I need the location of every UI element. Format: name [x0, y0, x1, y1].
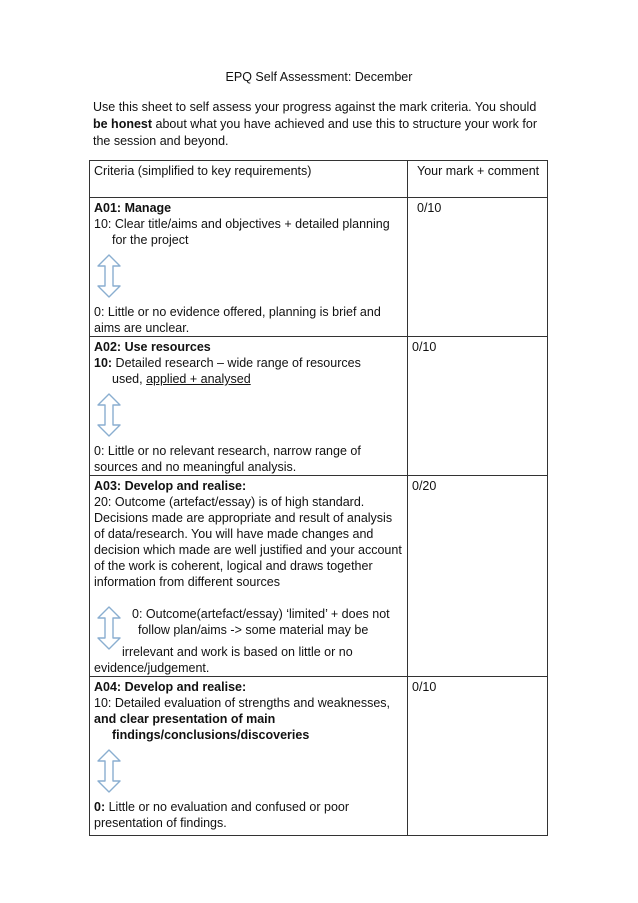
- mark-cell: 0/20: [408, 476, 548, 677]
- high-descriptor: 10: Detailed research – wide range of resources used, applied + analysed: [94, 356, 361, 386]
- mark-cell: 0/10: [408, 198, 548, 337]
- double-arrow-icon: [96, 606, 122, 650]
- high-descriptor: 20: Outcome (artefact/essay) is of high standard. Decisions made are appropriate and result of analysis of data/research. You will have made changes and decision which made are well justified and your account of the work is coherent, logical and draws together information from different sources: [94, 495, 402, 589]
- table-row: [90, 476, 548, 677]
- high-descriptor: 10: Clear title/aims and objectives + detailed planning for the project: [94, 217, 390, 247]
- mark-cell: 0/10: [408, 337, 548, 476]
- criteria-cell: [90, 198, 408, 337]
- mark-cell: 0/10: [408, 677, 548, 836]
- page-title: EPQ Self Assessment: December: [225, 70, 413, 84]
- double-arrow-icon: [96, 254, 122, 298]
- table-row: [90, 198, 548, 337]
- intro-paragraph: [93, 99, 543, 150]
- intro-text-2: about what you have achieved and use this to structure your work for the session and beyond.: [93, 117, 537, 148]
- header-mark: Your mark + comment: [408, 161, 548, 198]
- table-header-row: [90, 161, 548, 198]
- criteria-heading: A02: Use resources: [94, 340, 211, 354]
- low-descriptor: 0: Little or no relevant research, narrow range of sources and no meaningful analysis.: [94, 444, 361, 474]
- double-arrow-icon: [96, 393, 122, 437]
- high-descriptor: 10: Detailed evaluation of strengths and weaknesses, and clear presentation of main findings/conclusions/discoveries: [94, 696, 391, 742]
- low-descriptor: 0: Little or no evidence offered, planning is brief and aims are unclear.: [94, 305, 381, 335]
- low-descriptor-cont: irrelevant and work is based on little or no: [122, 645, 353, 659]
- criteria-table: [89, 160, 548, 836]
- double-arrow-icon: [96, 749, 122, 793]
- header-criteria: Criteria (simplified to key requirements): [90, 161, 408, 198]
- criteria-heading: A01: Manage: [94, 201, 172, 215]
- intro-text-1: Use this sheet to self assess your progress against the mark criteria. You should: [93, 100, 537, 114]
- criteria-heading: A04: Develop and realise:: [94, 680, 247, 694]
- criteria-cell: [90, 337, 408, 476]
- criteria-cell: [90, 476, 408, 677]
- criteria-cell: [90, 677, 408, 836]
- criteria-heading: A03: Develop and realise:: [94, 479, 247, 493]
- table-row: [90, 677, 548, 836]
- low-descriptor-end: evidence/judgement.: [94, 661, 210, 675]
- low-descriptor: 0: Outcome(artefact/essay) ‘limited’ + does not follow plan/aims -> some material may be: [132, 607, 390, 637]
- table-row: [90, 337, 548, 476]
- low-descriptor: 0: Little or no evaluation and confused or poor presentation of findings.: [94, 800, 350, 830]
- intro-bold: be honest: [93, 117, 153, 131]
